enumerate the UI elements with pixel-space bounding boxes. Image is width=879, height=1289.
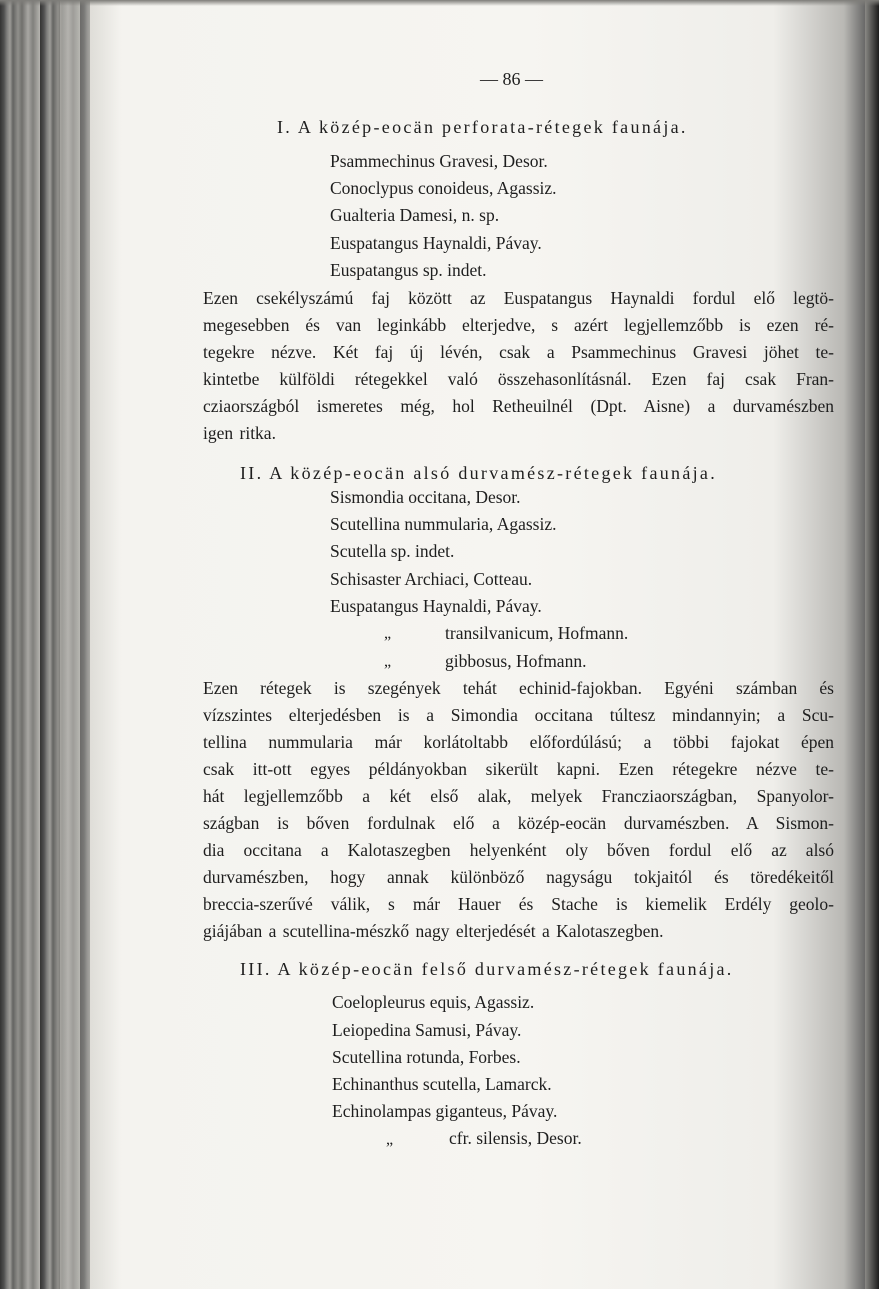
species-line: Leiopedina Samusi, Pávay. — [332, 1020, 522, 1040]
species-line: Gualteria Damesi, n. sp. — [330, 205, 500, 225]
species-line: Euspatangus sp. indet. — [330, 260, 487, 280]
paragraph-line: Ezen rétegek is szegények tehát echinid-fajokban. Egyéni számban és — [203, 678, 834, 698]
ditto-mark: „ — [384, 653, 392, 670]
paragraph-line: hát legjellemzőbb a két első alak, melyek Francziaországban, Spanyolor- — [203, 786, 834, 806]
species-line: Schisaster Archiaci, Cotteau. — [330, 569, 533, 589]
species-line: Scutellina rotunda, Forbes. — [332, 1047, 521, 1067]
paragraph-line: cziaországból ismeretes még, hol Retheuilnél (Dpt. Aisne) a durvamészben — [203, 396, 834, 416]
paragraph-line: Ezen csekélyszámú faj között az Euspatangus Haynaldi fordul elő legtö- — [203, 288, 834, 308]
section-2-heading: II. A közép-eocän alsó durvamész-rétegek faunája. — [240, 463, 718, 483]
paragraph-line: kintetbe külföldi rétegekkel való összehasonlításnál. Ezen faj csak Fran- — [203, 369, 834, 389]
species-line: Conoclypus conoideus, Agassiz. — [330, 178, 557, 198]
species-line: Coelopleurus equis, Agassiz. — [332, 992, 535, 1012]
species-line: Euspatangus Haynaldi, Pávay. — [330, 233, 542, 253]
section-3-heading: III. A közép-eocän felső durvamész-rétegek faunája. — [240, 959, 734, 979]
species-line: Sismondia occitana, Desor. — [330, 487, 521, 507]
paragraph-line: giájában a scutellina-mészkő nagy elterjedését a Kalotaszegben. — [203, 921, 664, 941]
paragraph-line: csak itt-ott egyes példányokban sikerült kapni. Ezen rétegekre nézve te- — [203, 759, 834, 779]
species-line: Echinolampas giganteus, Pávay. — [332, 1101, 558, 1121]
paragraph-line: igen ritka. — [203, 423, 276, 443]
page-number: — 86 — — [480, 69, 543, 89]
species-line: Echinanthus scutella, Lamarck. — [332, 1074, 552, 1094]
paragraph-line: vízszintes elterjedésben is a Simondia occitana túltesz mindannyin; a Scu- — [203, 705, 834, 725]
ditto-mark: „ — [384, 625, 392, 642]
species-line: Psammechinus Gravesi, Desor. — [330, 151, 548, 171]
paragraph-line: durvamészben, hogy annak különböző nagyságu tokjaitól és töredékeitől — [203, 867, 834, 887]
species-line: transilvanicum, Hofmann. — [445, 623, 629, 643]
species-line: Scutella sp. indet. — [330, 541, 455, 561]
paragraph-line: megesebben és van leginkább elterjedve, s azért legjellemzőbb is ezen ré- — [203, 315, 834, 335]
species-line: cfr. silensis, Desor. — [449, 1128, 582, 1148]
species-line: gibbosus, Hofmann. — [445, 651, 587, 671]
paragraph-line: breccia-szerűvé válik, s már Hauer és Stache is kiemelik Erdély geolo- — [203, 894, 834, 914]
ditto-mark: „ — [386, 1131, 394, 1148]
species-line: Euspatangus Haynaldi, Pávay. — [330, 596, 542, 616]
section-1-heading: I. A közép-eocän perforata-rétegek faunája. — [277, 117, 688, 137]
paragraph-line: dia occitana a Kalotaszegben helyenként oly bőven fordul elő az alsó — [203, 840, 834, 860]
paragraph-line: tegekre nézve. Két faj új lévén, csak a Psammechinus Gravesi jöhet te- — [203, 342, 834, 362]
paragraph-line: tellina nummularia már korlátoltabb előfordúlású; a többi fajokat épen — [203, 732, 834, 752]
species-line: Scutellina nummularia, Agassiz. — [330, 514, 557, 534]
paragraph-line: szágban is bőven fordulnak elő a közép-eocän durvamészben. A Sismon- — [203, 813, 834, 833]
